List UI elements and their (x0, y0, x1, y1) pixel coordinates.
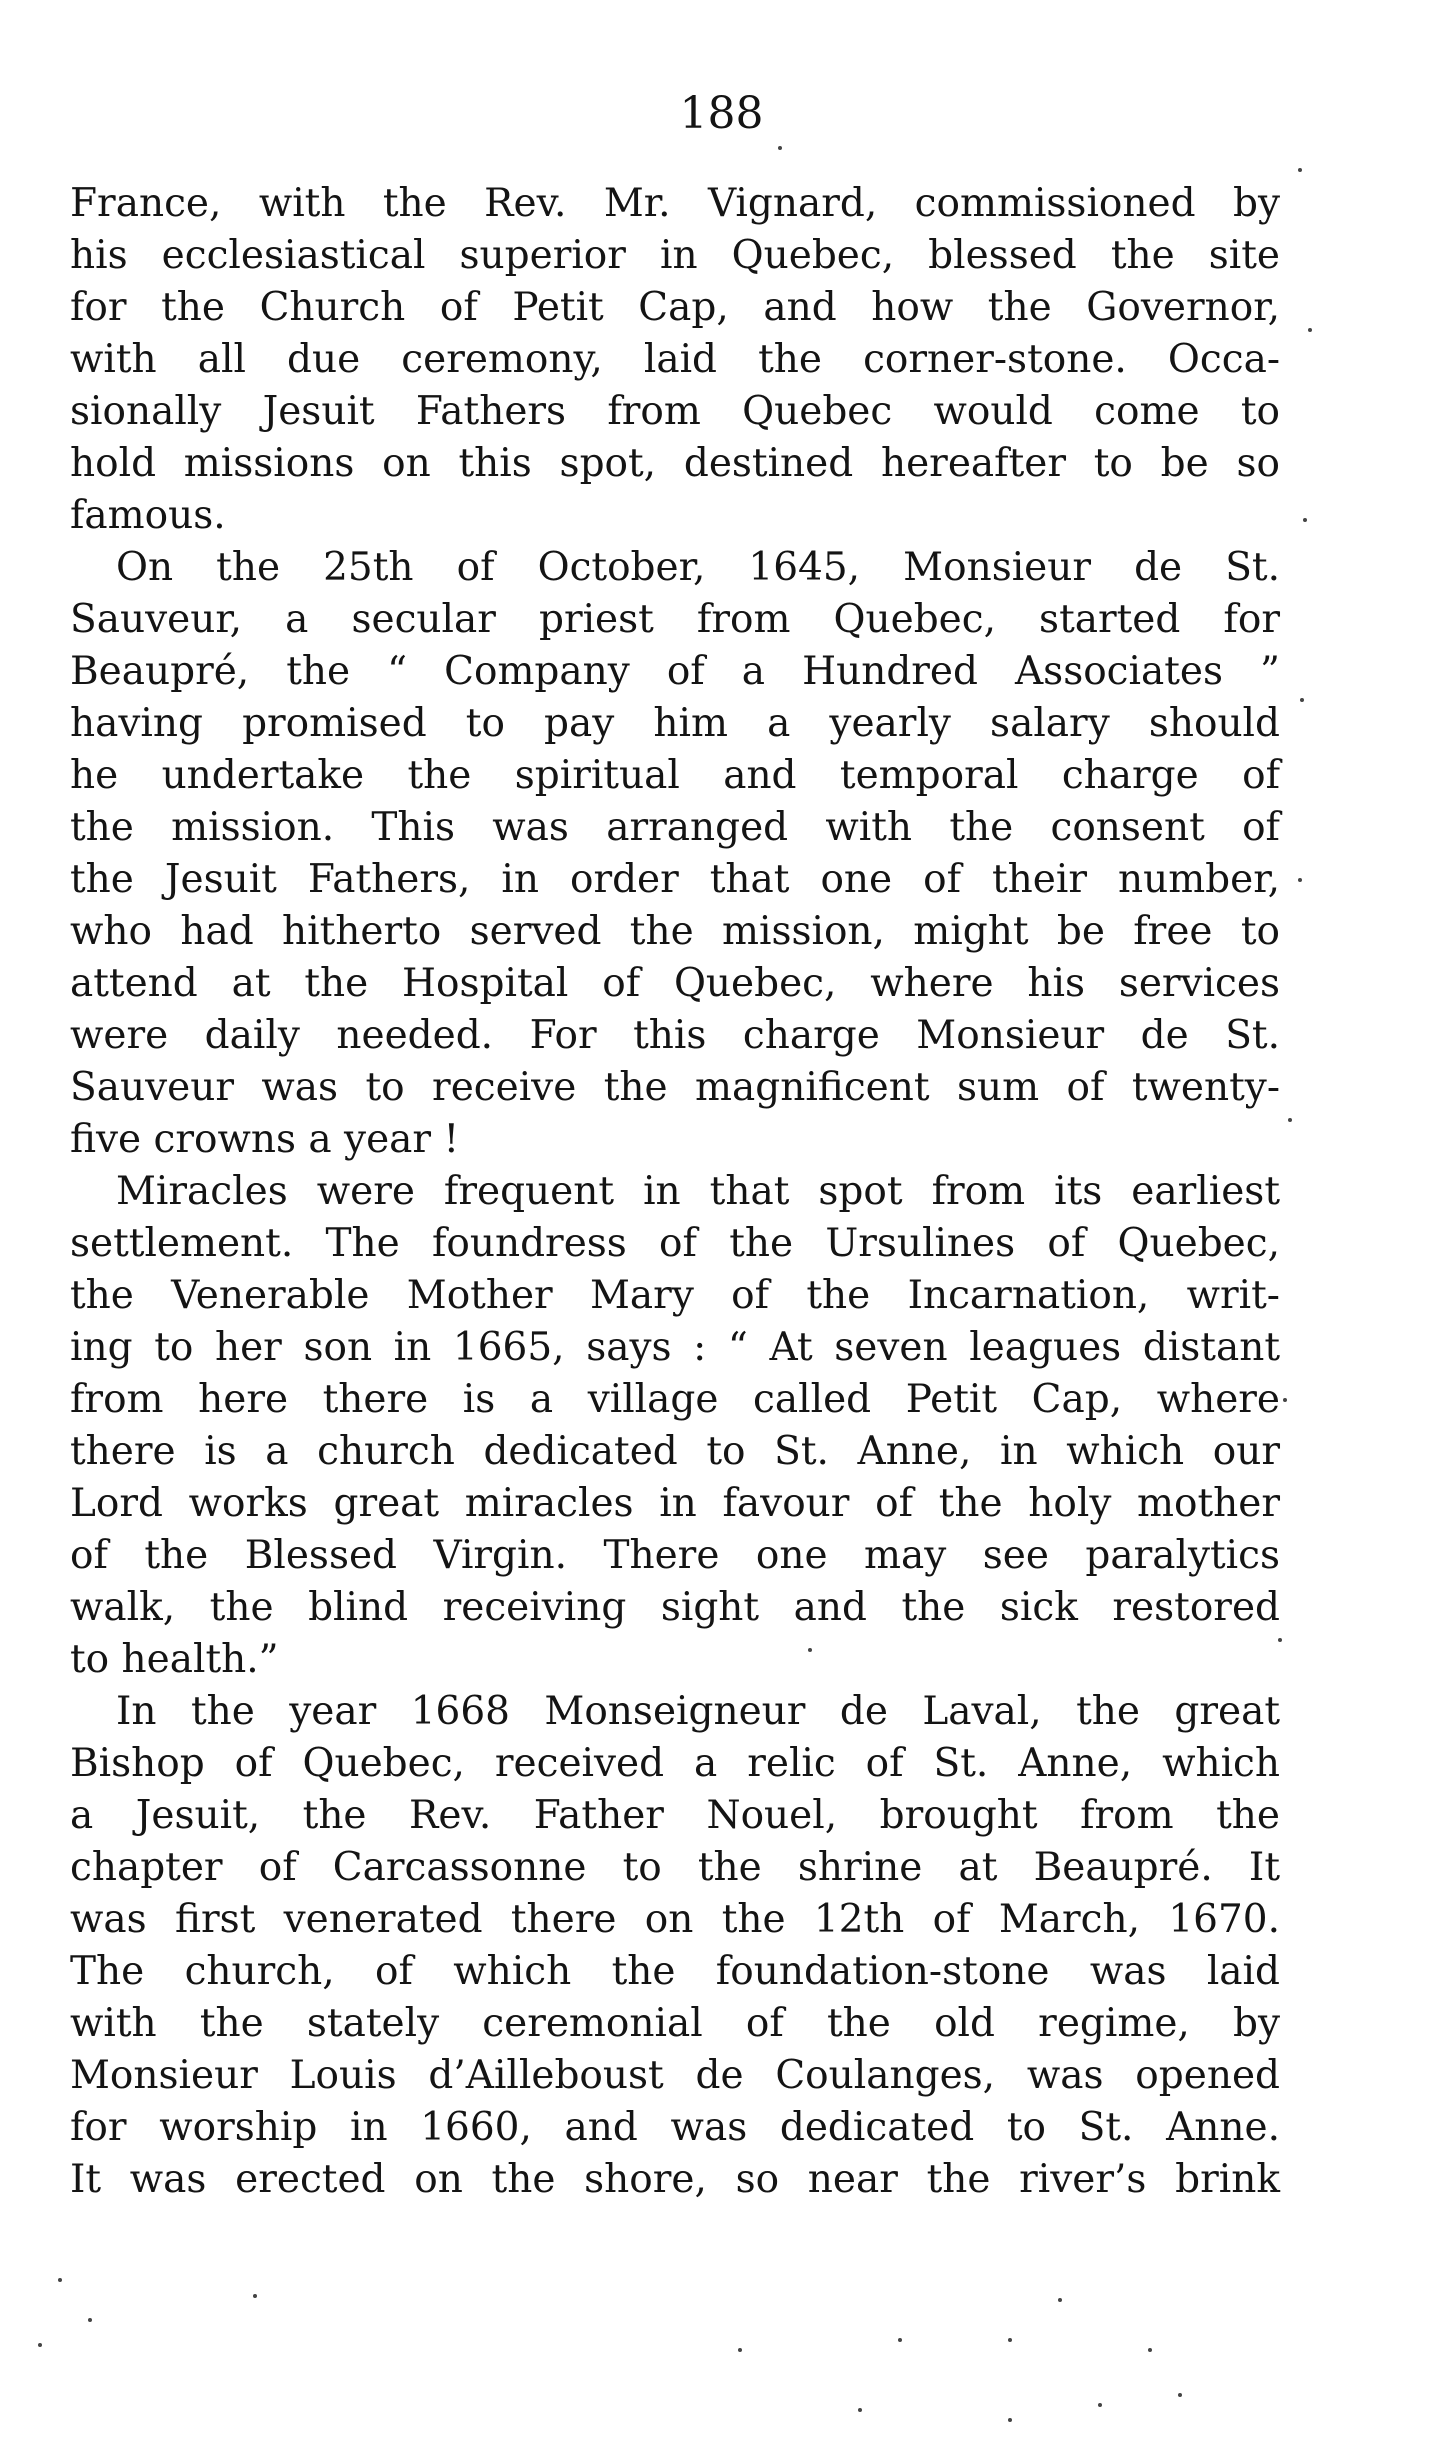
text-line: The church, of which the foundation-stone was laid (70, 1949, 1280, 1994)
page-number: 188 (679, 88, 764, 139)
speck (898, 2338, 902, 2342)
text-line: for the Church of Petit Cap, and how the Governor, (70, 285, 1280, 330)
text-line: his ecclesiastical superior in Quebec, blessed the site (70, 233, 1280, 278)
speck (1308, 328, 1312, 332)
speck (1098, 2403, 1102, 2407)
text-line: attend at the Hospital of Quebec, where his services (70, 961, 1280, 1006)
text-line: were daily needed. For this charge Monsieur de St. (70, 1013, 1280, 1058)
speck (253, 2294, 257, 2298)
speck (1298, 878, 1302, 882)
text-line: he undertake the spiritual and temporal charge of (70, 753, 1280, 798)
text-line: a Jesuit, the Rev. Father Nouel, brought from the (70, 1793, 1280, 1838)
text-line: Sauveur was to receive the magnificent sum of twenty- (70, 1065, 1280, 1110)
text-line: from here there is a village called Petit Cap, where (70, 1377, 1280, 1422)
text-line: Bishop of Quebec, received a relic of St. Anne, which (70, 1741, 1280, 1786)
text-line: hold missions on this spot, destined hereafter to be so (70, 441, 1280, 486)
text-line: walk, the blind receiving sight and the sick restored (70, 1585, 1280, 1630)
text-line: settlement. The foundress of the Ursulines of Quebec, (70, 1221, 1280, 1266)
text-line: of the Blessed Virgin. There one may see paralytics (70, 1533, 1280, 1578)
text-line: with the stately ceremonial of the old regime, by (70, 2001, 1280, 2046)
text-line: for worship in 1660, and was dedicated to St. Anne. (70, 2105, 1280, 2150)
speck (858, 2408, 862, 2412)
speck (88, 2318, 92, 2322)
text-line: the Jesuit Fathers, in order that one of their number, (70, 857, 1280, 902)
speck (1300, 698, 1304, 702)
speck (38, 2343, 42, 2347)
text-line: In the year 1668 Monseigneur de Laval, the great (116, 1689, 1280, 1734)
text-line: five crowns a year ! (70, 1117, 460, 1162)
speck (58, 2278, 62, 2282)
text-line: It was erected on the shore, so near the river’s brink (70, 2157, 1280, 2202)
text-line: Miracles were frequent in that spot from its earliest (116, 1169, 1280, 1214)
speck (1303, 518, 1307, 522)
text-line: who had hitherto served the mission, might be free to (70, 909, 1280, 954)
speck (1008, 2418, 1012, 2422)
text-line: there is a church dedicated to St. Anne, in which our (70, 1429, 1280, 1474)
text-line: chapter of Carcassonne to the shrine at Beaupré. It (70, 1845, 1280, 1890)
speck (1178, 2393, 1182, 2397)
speck (1283, 1398, 1287, 1402)
text-line: to health.” (70, 1637, 279, 1682)
speck (778, 146, 782, 150)
text-line: famous. (70, 493, 226, 538)
text-line: Sauveur, a secular priest from Quebec, started for (70, 597, 1280, 642)
speck (1298, 168, 1302, 172)
text-line: was first venerated there on the 12th of March, 1670. (70, 1897, 1280, 1942)
text-line: Monsieur Louis d’Ailleboust de Coulanges, was opened (70, 2053, 1280, 2098)
text-line: having promised to pay him a yearly salary should (70, 701, 1280, 746)
text-line: with all due ceremony, laid the corner-stone. Occa- (70, 337, 1280, 382)
text-line: France, with the Rev. Mr. Vignard, commissioned by (70, 181, 1280, 226)
speck (1058, 2298, 1062, 2302)
speck (1008, 2338, 1012, 2342)
text-line: On the 25th of October, 1645, Monsieur de St. (116, 545, 1280, 590)
text-line: Lord works great miracles in favour of the holy mother (70, 1481, 1280, 1526)
text-line: the mission. This was arranged with the consent of (70, 805, 1280, 850)
text-line: the Venerable Mother Mary of the Incarnation, writ- (70, 1273, 1280, 1318)
body-text (70, 178, 1280, 2206)
text-line: sionally Jesuit Fathers from Quebec would come to (70, 389, 1280, 434)
speck (738, 2348, 742, 2352)
text-line: ing to her son in 1665, says : “ At seven leagues distant (70, 1325, 1280, 1370)
speck (1148, 2348, 1152, 2352)
speck (1288, 1118, 1292, 1122)
text-line: Beaupré, the “ Company of a Hundred Associates ” (70, 649, 1280, 694)
